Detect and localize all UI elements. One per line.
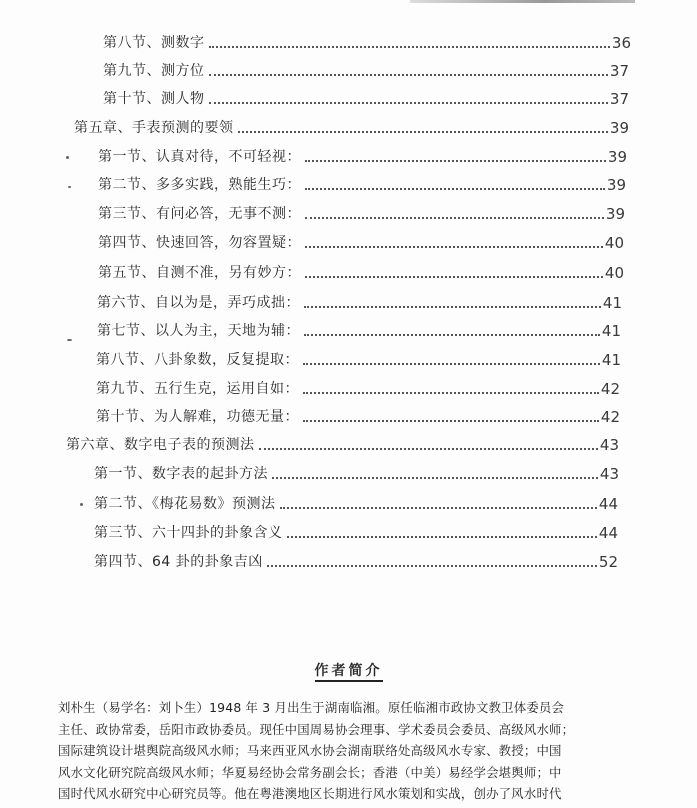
toc-leader-dots (287, 536, 597, 538)
toc-entry-title: 第三节、有问必答，无事不测： (98, 206, 301, 222)
toc-entry-title: 第九节、五行生克，运用自如： (96, 381, 299, 397)
bio-line: 主任、政协常委，岳阳市政协委员。现任中国周易协会理事、学术委员会委员、高级风水师； (58, 721, 575, 737)
toc-entry-page: 43 (599, 465, 619, 483)
toc-entry-page: 44 (598, 495, 618, 513)
toc-entry-title: 第五节、自测不准，另有妙方： (98, 265, 301, 281)
toc-entry[interactable] (96, 378, 620, 400)
toc-leader-dots (303, 420, 599, 422)
toc-leader-dots (305, 276, 603, 278)
toc-leader-dots (209, 74, 608, 76)
toc-entry[interactable] (103, 32, 631, 54)
toc-leader-dots (209, 102, 608, 104)
toc-leader-dots (303, 392, 599, 394)
toc-entry-title: 第四节、快速回答，勿容置疑： (98, 235, 301, 251)
toc-leader-dots (304, 306, 601, 308)
toc-entry-title: 第四节、64 卦的卦象吉凶 (94, 554, 263, 570)
toc-entry-page: 37 (609, 90, 629, 108)
bio-line: 国时代风水研究中心研究员等。他在粤港澳地区长期进行风水策划和实战，创办了风水时代 (58, 786, 562, 801)
toc-entry-page: 39 (607, 148, 627, 166)
toc-entry-title: 第二节、多多实践，熟能生巧： (98, 177, 301, 193)
toc-entry-title: 第一节、认真对待，不可轻视： (98, 149, 301, 165)
toc-entry-title: 第八节、八卦象数，反复提取： (96, 352, 299, 368)
toc-entry-page: 39 (606, 176, 626, 194)
toc-entry-page: 52 (598, 553, 618, 571)
toc-entry[interactable] (94, 463, 619, 485)
toc-entry[interactable] (96, 349, 621, 371)
toc-leader-dots (272, 477, 598, 479)
bio-line: 刘朴生（易学名：刘卜生）1948 年 3 月出生于湖南临湘。原任临湘市政协文教卫体委员会 (58, 700, 565, 715)
toc-entry[interactable] (97, 292, 622, 314)
toc-entry-page: 39 (605, 205, 625, 223)
toc-entry[interactable] (98, 146, 627, 168)
toc-entry-page: 40 (604, 264, 624, 282)
toc-leader-dots (304, 334, 600, 336)
toc-entry-title: 第十节、为人解难，功德无量： (96, 409, 299, 425)
scan-speck (67, 339, 72, 341)
toc-leader-dots (280, 507, 597, 509)
toc-entry-title: 第九节、测方位 (103, 63, 205, 79)
toc-entry[interactable] (98, 203, 625, 225)
toc-entry[interactable] (103, 60, 629, 82)
bio-line: 国际建筑设计堪舆院高级风水师；马来西亚风水协会湖南联络处高级风水专家、教授；中国 (58, 743, 562, 758)
toc-entry[interactable] (98, 174, 626, 196)
toc-entry-page: 43 (599, 436, 619, 454)
toc-leader-dots (305, 217, 604, 219)
toc-entry-title: 第一节、数字表的起卦方法 (94, 466, 268, 482)
toc-entry[interactable] (98, 232, 624, 254)
toc-leader-dots (305, 246, 603, 248)
toc-entry[interactable] (98, 262, 624, 284)
toc-entry-title: 第七节、以人为主，天地为辅： (97, 323, 300, 339)
scan-speck (66, 156, 69, 159)
scan-speck (80, 503, 83, 506)
toc-entry-page: 41 (601, 322, 621, 340)
toc-entry-page: 39 (609, 119, 629, 137)
toc-entry-title: 第六节、自以为是，弄巧成拙： (97, 295, 300, 311)
toc-entry-title: 第八节、测数字 (103, 35, 205, 51)
toc-entry-page: 42 (600, 380, 620, 398)
toc-leader-dots (303, 363, 600, 365)
toc-entry-page: 40 (604, 234, 624, 252)
toc-leader-dots (305, 160, 606, 162)
toc-entry-title: 第十节、测人物 (103, 91, 205, 107)
toc-leader-dots (259, 448, 598, 450)
toc-entry-page: 41 (602, 294, 622, 312)
toc-entry[interactable] (94, 522, 618, 544)
author-intro-heading-text: 作者简介 (315, 663, 383, 682)
page-top-edge (410, 0, 635, 3)
toc-entry[interactable] (94, 493, 618, 515)
toc-entry[interactable] (94, 551, 618, 573)
toc-entry-title: 第二节、《梅花易数》预测法 (94, 496, 276, 512)
toc-entry-title: 第五章、手表预测的要领 (74, 120, 234, 136)
toc-entry-page: 37 (609, 62, 629, 80)
toc-entry-title: 第六章、数字电子表的预测法 (66, 437, 255, 453)
toc-entry-page: 36 (611, 34, 631, 52)
toc-leader-dots (238, 131, 608, 133)
toc-leader-dots (267, 565, 597, 567)
bio-line: 风水文化研究院高级风水师；华夏易经协会常务副会长；香港（中美）易经学会堪舆师；中 (58, 764, 562, 780)
toc-entry[interactable] (103, 88, 629, 110)
toc-entry-title: 第三节、六十四卦的卦象含义 (94, 525, 283, 541)
toc-entry-page: 44 (598, 524, 618, 542)
toc-chapter[interactable] (74, 117, 629, 139)
toc-leader-dots (305, 188, 605, 190)
toc-entry[interactable] (97, 320, 621, 342)
toc-leader-dots (209, 46, 610, 48)
toc-entry-page: 41 (601, 351, 621, 369)
scan-speck (68, 186, 71, 188)
author-intro-heading (0, 660, 697, 680)
author-bio (58, 697, 638, 805)
toc-entry-page: 42 (600, 408, 620, 426)
toc-chapter[interactable] (66, 434, 619, 456)
toc-entry[interactable] (96, 406, 620, 428)
